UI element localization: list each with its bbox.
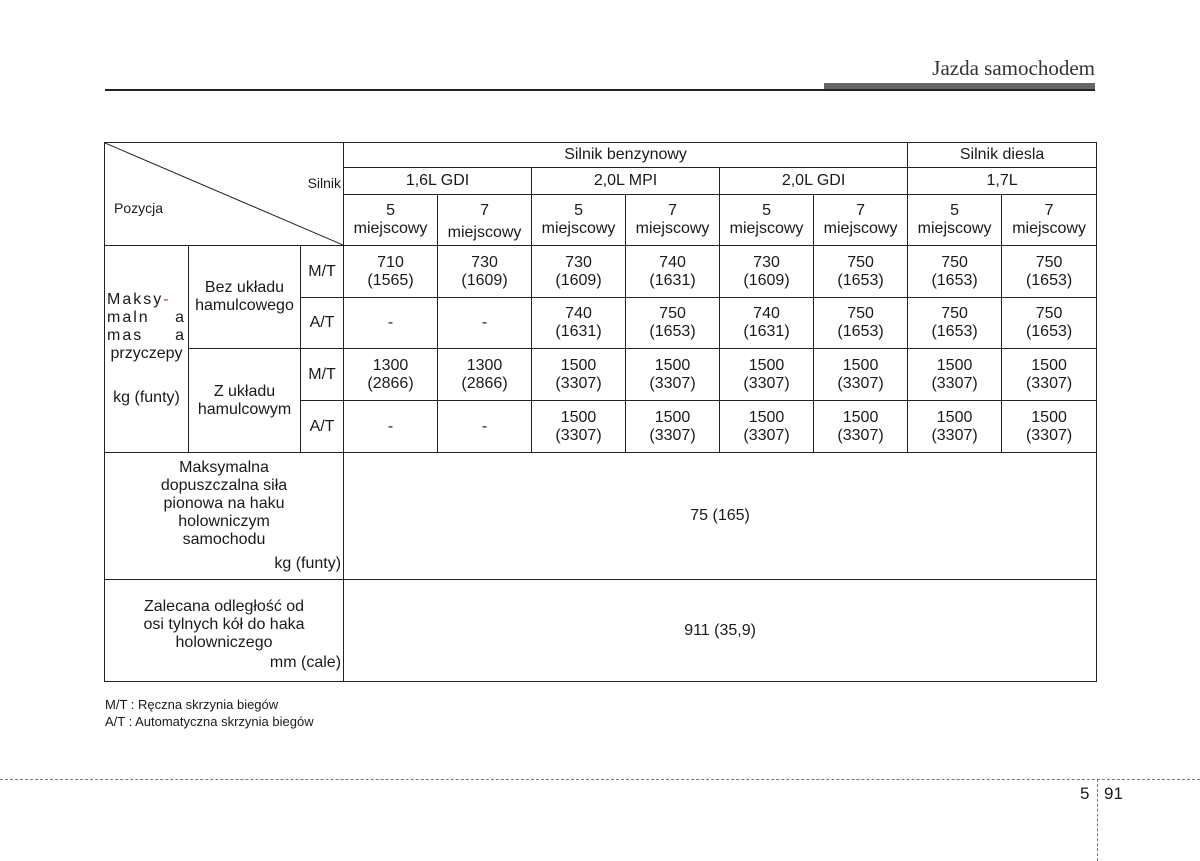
value-cell: 1500 (3307) xyxy=(720,401,814,453)
value-cell: 1500 (3307) xyxy=(1002,401,1097,453)
value-cell: - xyxy=(438,298,532,349)
value-cell: 740 (1631) xyxy=(532,298,626,349)
value-cell: - xyxy=(344,298,438,349)
footnotes xyxy=(105,696,314,730)
page-number: 91 xyxy=(1104,784,1123,803)
value-cell: - xyxy=(438,401,532,453)
engine-1-6-gdi: 1,6L GDI xyxy=(344,168,532,195)
trans-type: A/T xyxy=(301,401,344,453)
value-cell: 750 (1653) xyxy=(908,298,1002,349)
engine-2-0-gdi: 2,0L GDI xyxy=(720,168,908,195)
chapter-title: Jazda samochodem xyxy=(932,56,1095,80)
value-cell: 710 (1565) xyxy=(344,246,438,298)
value-cell: 740 (1631) xyxy=(720,298,814,349)
table-row xyxy=(105,580,1097,682)
value-cell: 750 (1653) xyxy=(908,246,1002,298)
seats-5-header: 5 miejscowy xyxy=(908,195,1002,246)
value-cell: 750 (1653) xyxy=(814,246,908,298)
seats-7-header: 7 miejscowy xyxy=(814,195,908,246)
corner-position-label: Pozycja xyxy=(114,200,164,216)
footnote-at: A/T : Automatyczna skrzynia biegów xyxy=(105,714,314,729)
trans-type: M/T xyxy=(301,349,344,401)
value-cell: 730 (1609) xyxy=(720,246,814,298)
seats-5-header: 5 miejscowy xyxy=(532,195,626,246)
value-cell: 750 (1653) xyxy=(1002,246,1097,298)
value-cell: 1500 (3307) xyxy=(626,349,720,401)
value-cell: 1300 (2866) xyxy=(438,349,532,401)
no-brakes-label: Bez układu hamulcowego xyxy=(189,246,301,349)
table-row xyxy=(105,453,1097,580)
table-corner-cell xyxy=(105,143,344,246)
engine-1-7: 1,7L xyxy=(908,168,1097,195)
petrol-engine-header: Silnik benzynowy xyxy=(344,143,908,168)
seats-7-header: 7 miejscowy xyxy=(438,195,532,246)
vertical-load-value: 75 (165) xyxy=(344,453,1097,580)
section-number: 5 xyxy=(1080,784,1090,803)
value-cell: 750 (1653) xyxy=(1002,298,1097,349)
table-row xyxy=(105,349,1097,401)
value-cell: 1500 (3307) xyxy=(1002,349,1097,401)
value-cell: 730 (1609) xyxy=(532,246,626,298)
hitch-distance-label: Zalecana odległość od osi tylnych kół do haka holowniczego mm (cale) xyxy=(105,580,344,682)
footnote-mt: M/T : Ręczna skrzynia biegów xyxy=(105,697,279,712)
engine-type-row xyxy=(105,143,1097,168)
header-rule xyxy=(105,89,1095,91)
max-trailer-mass-label: Maksy- maln a mas a przyczepy kg (funty) xyxy=(105,246,189,453)
value-cell: 1500 (3307) xyxy=(814,401,908,453)
corner-engine-label: Silnik xyxy=(307,175,342,191)
value-cell: 1500 (3307) xyxy=(908,349,1002,401)
value-cell: 750 (1653) xyxy=(814,298,908,349)
trailer-weight-table xyxy=(104,142,1097,682)
value-cell: 750 (1653) xyxy=(626,298,720,349)
seats-7-header: 7 miejscowy xyxy=(1002,195,1097,246)
value-cell: - xyxy=(344,401,438,453)
trans-type: A/T xyxy=(301,298,344,349)
value-cell: 730 (1609) xyxy=(438,246,532,298)
engine-2-0-mpi: 2,0L MPI xyxy=(532,168,720,195)
value-cell: 1500 (3307) xyxy=(720,349,814,401)
footer-vertical-divider xyxy=(1097,779,1098,861)
value-cell: 1500 (3307) xyxy=(532,349,626,401)
corner-diagonal xyxy=(105,143,343,245)
table-row xyxy=(105,246,1097,298)
diesel-engine-header: Silnik diesla xyxy=(908,143,1097,168)
seats-7-header: 7 miejscowy xyxy=(626,195,720,246)
footer-divider xyxy=(0,779,1200,780)
trans-type: M/T xyxy=(301,246,344,298)
value-cell: 1300 (2866) xyxy=(344,349,438,401)
value-cell: 1500 (3307) xyxy=(908,401,1002,453)
with-brakes-label: Z układu hamulcowym xyxy=(189,349,301,453)
seats-5-header: 5 miejscowy xyxy=(720,195,814,246)
value-cell: 1500 (3307) xyxy=(532,401,626,453)
seats-5-header: 5 miejscowy xyxy=(344,195,438,246)
value-cell: 1500 (3307) xyxy=(814,349,908,401)
vertical-load-label: Maksymalna dopuszczalna siła pionowa na haku holowniczym samochodu kg (funty) xyxy=(105,453,344,580)
value-cell: 1500 (3307) xyxy=(626,401,720,453)
value-cell: 740 (1631) xyxy=(626,246,720,298)
hitch-distance-value: 911 (35,9) xyxy=(344,580,1097,682)
